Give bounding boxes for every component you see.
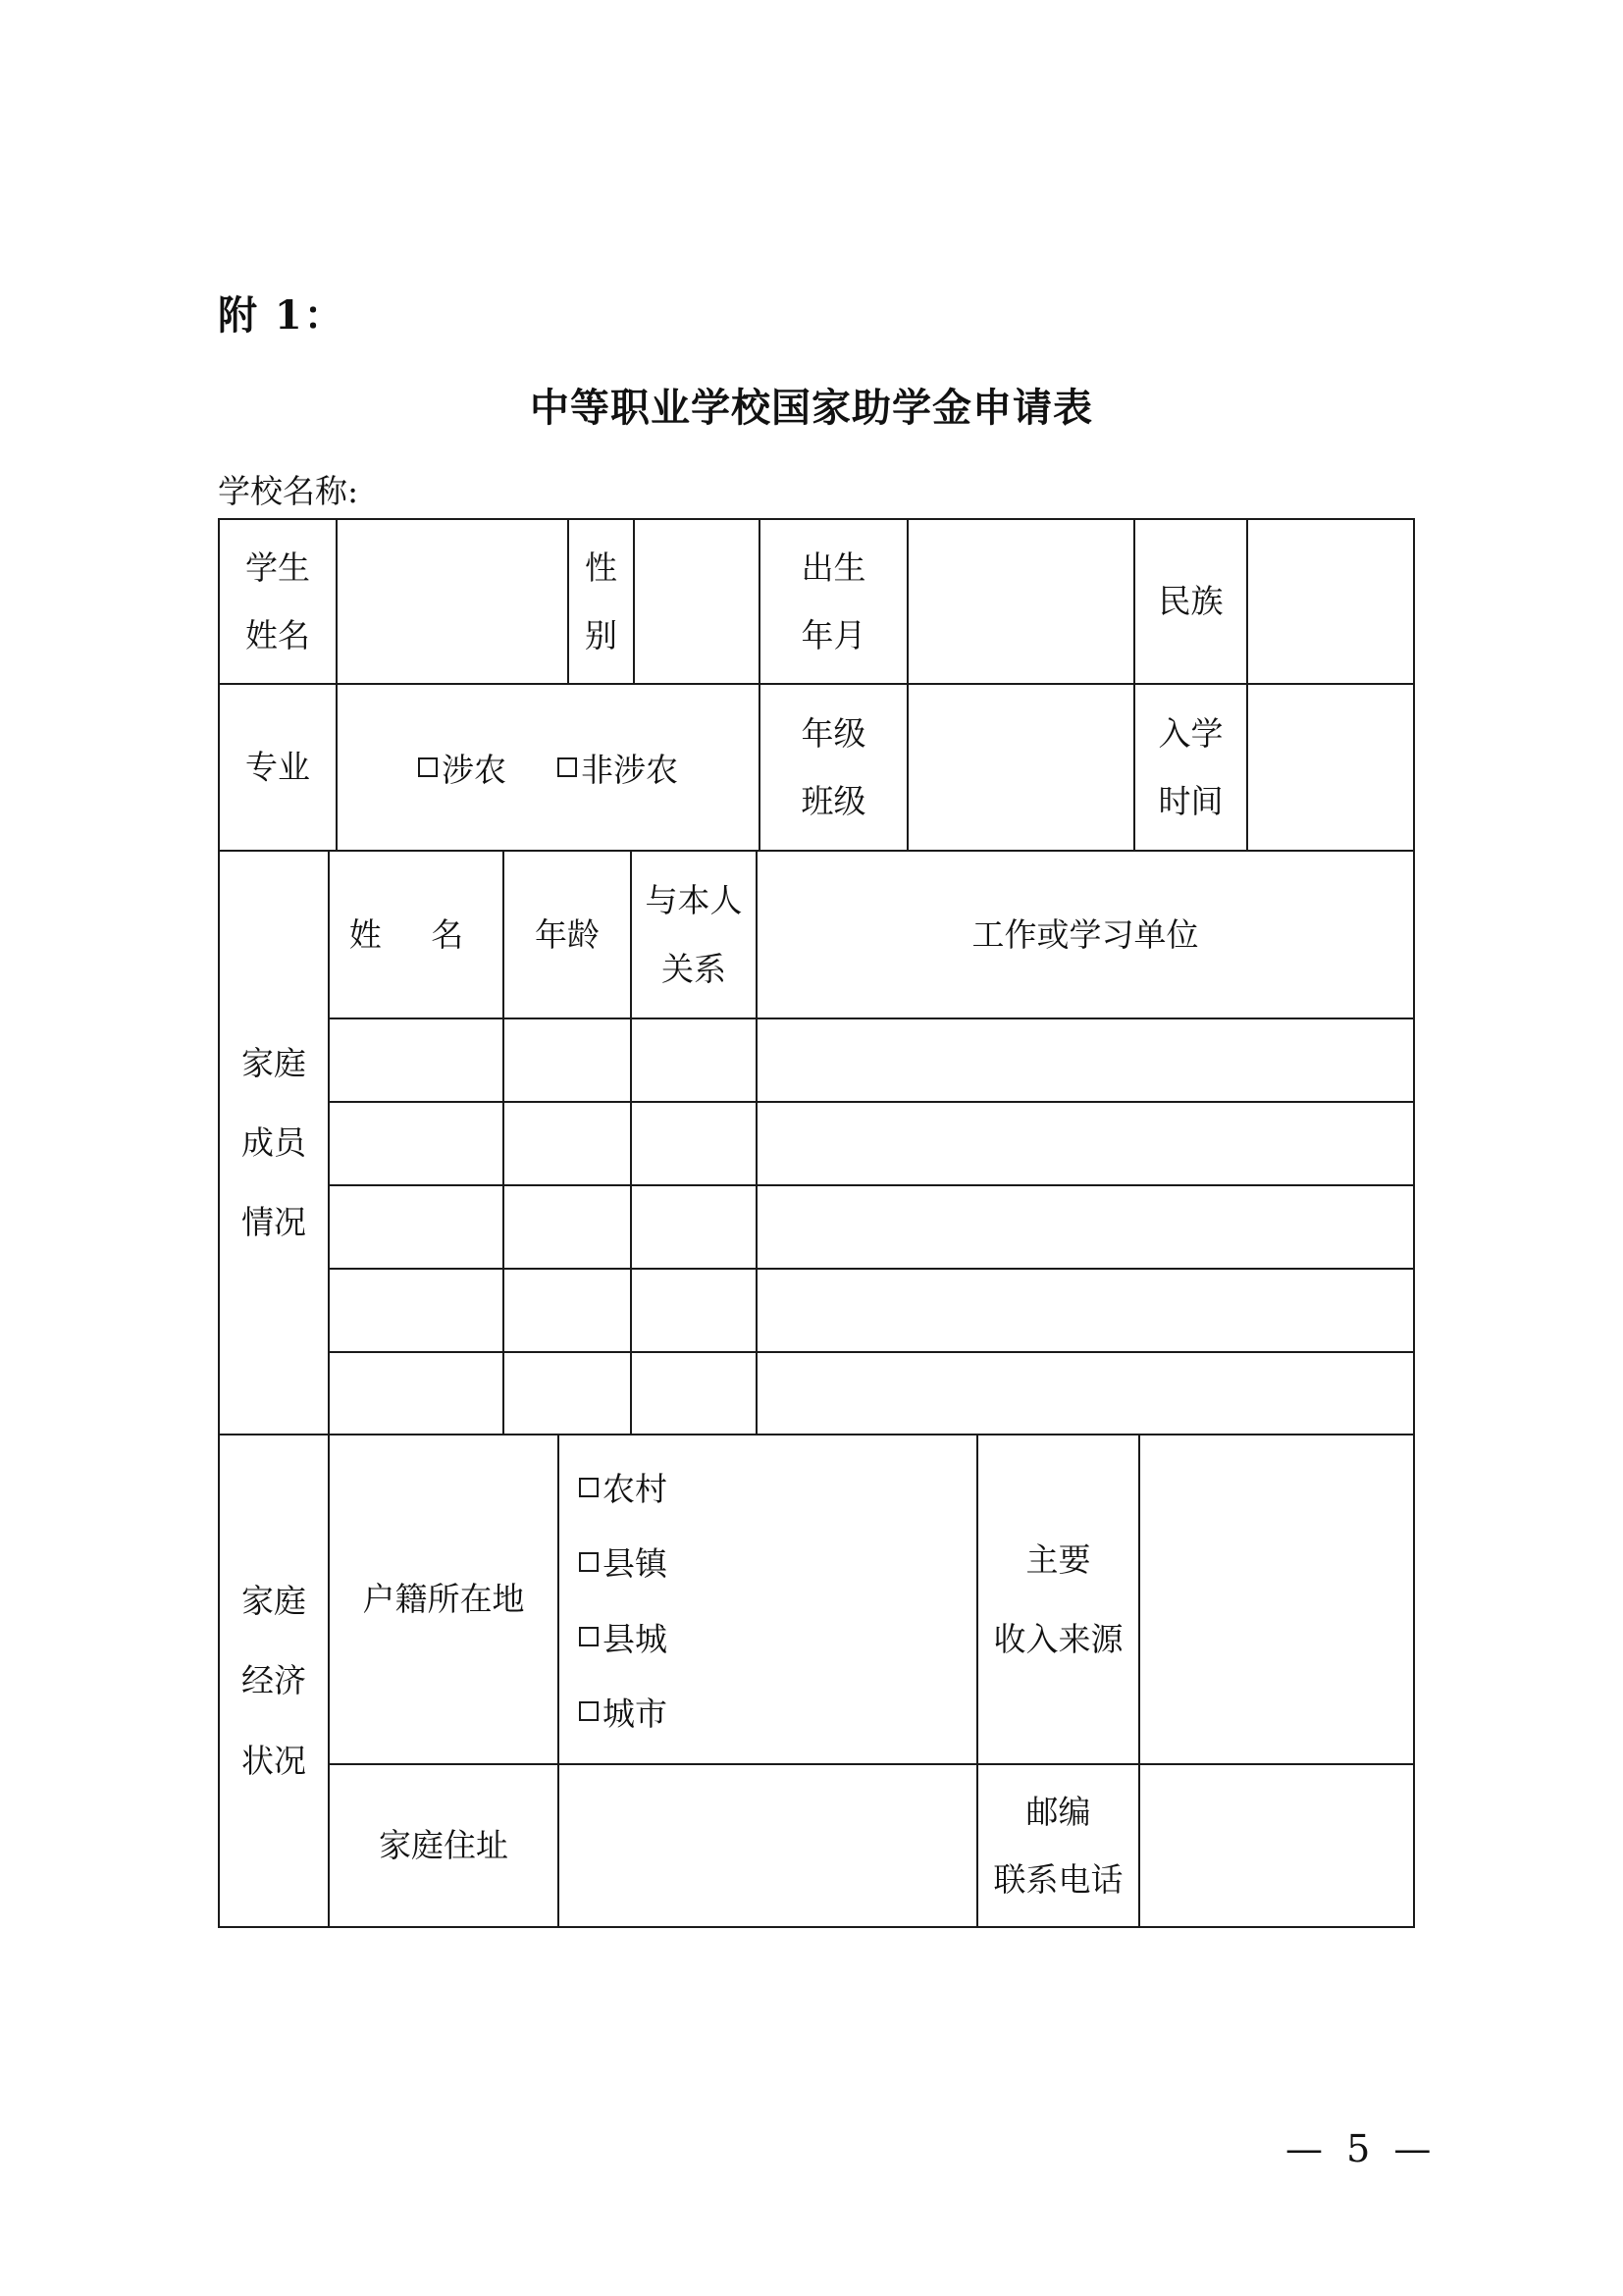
family-members-label-line2: 成员	[241, 1122, 306, 1162]
enroll-label-cell	[1133, 683, 1248, 852]
member-row-5-name[interactable]	[328, 1351, 504, 1435]
member-row-3-age[interactable]	[502, 1184, 632, 1270]
member-workplace-header-label: 工作或学习单位	[971, 914, 1199, 954]
family-members-label-cell	[218, 850, 330, 1435]
economy-label-line1: 家庭	[241, 1582, 306, 1621]
family-members-label-line1: 家庭	[241, 1043, 306, 1082]
student-name-field[interactable]	[336, 518, 569, 685]
member-row-3-name[interactable]	[328, 1184, 504, 1270]
agri-option-label: 涉农	[442, 750, 506, 789]
enroll-date-field[interactable]	[1246, 683, 1415, 852]
ethnicity-label-cell	[1133, 518, 1248, 685]
gender-label-cell	[567, 518, 635, 685]
member-row-1-workplace[interactable]	[756, 1018, 1415, 1103]
enroll-label-line2: 时间	[1158, 782, 1224, 821]
address-label: 家庭住址	[379, 1826, 508, 1865]
student-name-label-cell	[218, 518, 338, 685]
member-row-3-relation[interactable]	[630, 1184, 758, 1270]
address-field[interactable]	[557, 1763, 978, 1928]
non-agri-option-label: 非涉农	[581, 750, 678, 789]
member-age-header-label: 年龄	[535, 914, 600, 954]
household-county-checkbox[interactable]	[579, 1627, 599, 1646]
major-label-cell	[218, 683, 338, 852]
grade-label-line2: 班级	[801, 782, 866, 821]
member-row-2-workplace[interactable]	[756, 1101, 1415, 1186]
household-option-town[interactable]	[579, 1539, 667, 1585]
household-option-city[interactable]	[579, 1689, 667, 1735]
income-label-line2: 收入来源	[993, 1620, 1124, 1658]
household-option-county[interactable]	[579, 1614, 667, 1660]
household-option-rural[interactable]	[579, 1464, 667, 1510]
gender-field[interactable]	[633, 518, 760, 685]
member-row-4-relation[interactable]	[630, 1268, 758, 1353]
economy-label-line3: 状况	[241, 1741, 306, 1780]
family-members-label-line3: 情况	[241, 1203, 306, 1242]
contact-label-line2: 联系电话	[993, 1859, 1124, 1899]
agri-checkbox[interactable]	[418, 757, 438, 777]
household-town-label: 县镇	[602, 1544, 667, 1584]
contact-label-line1: 邮编	[1025, 1793, 1091, 1832]
household-city-checkbox[interactable]	[579, 1701, 599, 1721]
non-agri-checkbox[interactable]	[557, 757, 577, 777]
member-row-4-age[interactable]	[502, 1268, 632, 1353]
student-name-label-line1: 学生	[245, 548, 310, 587]
member-row-4-name[interactable]	[328, 1268, 504, 1353]
major-label: 专业	[245, 748, 310, 787]
member-relation-header-line2: 关系	[661, 949, 726, 988]
member-relation-header-line1: 与本人	[645, 880, 743, 919]
household-label-cell	[328, 1434, 559, 1765]
major-options-cell	[336, 683, 760, 852]
birth-date-field[interactable]	[907, 518, 1135, 685]
grade-label-cell	[759, 683, 909, 852]
birth-label-line2: 年月	[801, 615, 866, 654]
form-title: 中等职业学校国家助学金申请表	[530, 385, 1093, 431]
member-workplace-header	[756, 850, 1415, 1019]
household-options-cell	[557, 1434, 978, 1765]
member-row-2-relation[interactable]	[630, 1101, 758, 1186]
attachment-label: 附 1：	[218, 292, 345, 339]
household-rural-label: 农村	[602, 1470, 667, 1509]
birth-label-line1: 出生	[801, 548, 866, 587]
member-row-2-name[interactable]	[328, 1101, 504, 1186]
member-row-5-workplace[interactable]	[756, 1351, 1415, 1435]
member-row-1-age[interactable]	[502, 1018, 632, 1103]
economy-label-cell	[218, 1434, 330, 1928]
household-county-label: 县城	[602, 1619, 667, 1658]
income-label-cell	[976, 1434, 1140, 1765]
member-name-header-label: 姓 名	[348, 914, 484, 954]
member-row-2-age[interactable]	[502, 1101, 632, 1186]
enroll-label-line1: 入学	[1158, 713, 1224, 753]
grade-label-line1: 年级	[801, 713, 866, 753]
ethnicity-field[interactable]	[1246, 518, 1415, 685]
member-row-1-relation[interactable]	[630, 1018, 758, 1103]
member-row-1-name[interactable]	[328, 1018, 504, 1103]
contact-label-cell	[976, 1763, 1140, 1928]
income-label-line1: 主要	[1025, 1539, 1091, 1579]
non-agri-option[interactable]	[557, 745, 678, 791]
address-label-cell	[328, 1763, 559, 1928]
household-town-checkbox[interactable]	[579, 1552, 599, 1572]
economy-label-line2: 经济	[241, 1661, 306, 1700]
gender-label-line2: 别	[585, 615, 617, 654]
member-age-header	[502, 850, 632, 1019]
ethnicity-label: 民族	[1158, 582, 1224, 621]
student-name-label-line2: 姓名	[245, 615, 310, 654]
member-row-5-age[interactable]	[502, 1351, 632, 1435]
agri-option[interactable]	[418, 745, 506, 791]
member-name-header	[328, 850, 504, 1019]
gender-label-line1: 性	[585, 548, 617, 587]
page-number: — 5 —	[1285, 2127, 1438, 2170]
school-name-label: 学校名称:	[218, 472, 359, 510]
member-row-5-relation[interactable]	[630, 1351, 758, 1435]
member-row-3-workplace[interactable]	[756, 1184, 1415, 1270]
member-relation-header	[630, 850, 758, 1019]
member-row-4-workplace[interactable]	[756, 1268, 1415, 1353]
household-label: 户籍所在地	[362, 1580, 525, 1619]
income-source-field[interactable]	[1138, 1434, 1415, 1765]
household-city-label: 城市	[602, 1694, 667, 1733]
grade-class-field[interactable]	[907, 683, 1135, 852]
contact-field[interactable]	[1138, 1763, 1415, 1928]
birth-label-cell	[759, 518, 909, 685]
household-rural-checkbox[interactable]	[579, 1478, 599, 1497]
